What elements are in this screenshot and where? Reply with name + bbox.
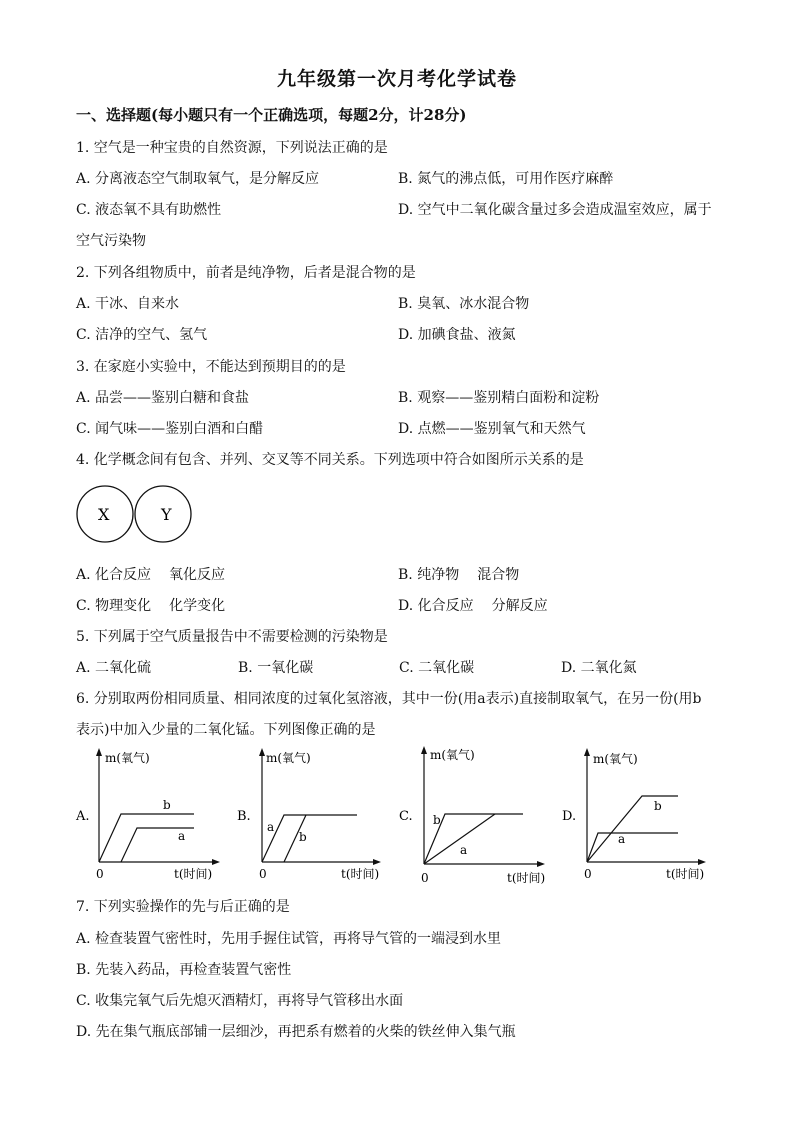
q3-stem: 3. 在家庭小实验中，不能达到预期目的的是 bbox=[76, 359, 346, 375]
q4-option-c-first: C. 物理变化 bbox=[76, 598, 152, 614]
q4-option-a-second: 氧化反应 bbox=[169, 567, 226, 583]
q4-option-b bbox=[398, 564, 519, 584]
q4-option-b-first: B. 纯净物 bbox=[398, 567, 460, 583]
q1-option-c: C. 液态氧不具有助燃性 bbox=[76, 202, 222, 218]
q4-option-a-first: A. 化合反应 bbox=[76, 567, 152, 583]
graph-b-curve-a bbox=[262, 815, 357, 862]
section-heading: 一、选择题(每小题只有一个正确选项，每题2分，计28分) bbox=[76, 106, 467, 124]
q6-graph-d bbox=[560, 744, 730, 886]
graph-d-y-arrow bbox=[584, 748, 590, 756]
q4-option-c bbox=[76, 595, 225, 615]
q3-option-c: C. 闻气味——鉴别白酒和白醋 bbox=[76, 421, 264, 437]
q1-option-b: B. 氮气的沸点低，可用作医疗麻醉 bbox=[398, 171, 614, 187]
q4-stem: 4. 化学概念间有包含、并列、交叉等不同关系。下列选项中符合如图所示关系的是 bbox=[76, 452, 584, 468]
graph-c-y-arrow bbox=[421, 746, 427, 754]
q3-option-b: B. 观察——鉴别精白面粉和淀粉 bbox=[398, 390, 600, 406]
q6-stem-line2: 表示)中加入少量的二氧化锰。下列图像正确的是 bbox=[76, 722, 376, 738]
graph-d-x-arrow bbox=[698, 859, 706, 865]
q7-option-a: A. 检查装置气密性时，先用手握住试管，再将导气管的一端浸到水里 bbox=[76, 931, 502, 947]
graph-b-series-a: a bbox=[267, 820, 275, 834]
graph-a-series-b: b bbox=[163, 798, 171, 812]
q2-option-d: D. 加碘食盐、液氮 bbox=[398, 327, 516, 343]
graph-d-xlabel: t(时间) bbox=[666, 867, 705, 881]
q5-option-b: B. 一氧化碳 bbox=[238, 660, 314, 676]
graph-d-origin: 0 bbox=[584, 867, 592, 881]
q7-stem: 7. 下列实验操作的先与后正确的是 bbox=[76, 899, 290, 915]
q2-option-c: C. 洁净的空气、氢气 bbox=[76, 327, 208, 343]
graph-a-label: A. bbox=[76, 809, 90, 824]
q1-option-d-cont: 空气污染物 bbox=[76, 233, 146, 249]
graph-a-y-arrow bbox=[96, 748, 102, 756]
graph-c-origin: 0 bbox=[421, 871, 429, 885]
graph-b-y-arrow bbox=[259, 748, 265, 756]
q3-option-d: D. 点燃——鉴别氧气和天然气 bbox=[398, 421, 586, 437]
venn-label-y: Y bbox=[161, 505, 172, 524]
graph-a-ylabel: m(氧气) bbox=[105, 751, 150, 765]
graph-c-xlabel: t(时间) bbox=[507, 871, 546, 885]
q1-option-d: D. 空气中二氧化碳含量过多会造成温室效应，属于 bbox=[398, 202, 712, 218]
graph-d-ylabel: m(氧气) bbox=[593, 752, 638, 766]
graph-a-xlabel: t(时间) bbox=[174, 867, 213, 881]
graph-d-curve-a bbox=[587, 833, 678, 862]
graph-a-x-arrow bbox=[212, 859, 220, 865]
q7-option-d: D. 先在集气瓶底部铺一层细沙，再把系有燃着的火柴的铁丝伸入集气瓶 bbox=[76, 1024, 516, 1040]
q2-option-a: A. 干冰、自来水 bbox=[76, 296, 180, 312]
q6-stem-line1: 6. 分别取两份相同质量、相同浓度的过氧化氢溶液，其中一份(用a表示)直接制取氧气，在另一份(用b bbox=[76, 691, 702, 707]
q6-graph-b bbox=[235, 744, 395, 886]
q4-option-b-second: 混合物 bbox=[477, 567, 520, 583]
q4-option-a bbox=[76, 564, 225, 584]
q7-option-c: C. 收集完氧气后先熄灭酒精灯，再将导气管移出水面 bbox=[76, 993, 404, 1009]
graph-c-series-b: b bbox=[433, 813, 441, 827]
graph-d-curve-b bbox=[587, 796, 678, 862]
q2-stem: 2. 下列各组物质中，前者是纯净物，后者是混合物的是 bbox=[76, 265, 416, 281]
q4-option-d-first: D. 化合反应 bbox=[398, 598, 474, 614]
q6-graph-c bbox=[397, 740, 557, 886]
graph-c-label: C. bbox=[399, 809, 413, 824]
q5-option-d: D. 二氧化氮 bbox=[561, 660, 637, 676]
q4-option-d-second: 分解反应 bbox=[491, 598, 548, 614]
graph-b-series-b: b bbox=[299, 830, 307, 844]
graph-b-ylabel: m(氧气) bbox=[266, 751, 311, 765]
graph-b-label: B. bbox=[237, 809, 251, 824]
graph-a-series-a: a bbox=[178, 829, 186, 843]
graph-c-ylabel: m(氧气) bbox=[430, 748, 475, 762]
q5-option-c: C. 二氧化碳 bbox=[399, 660, 475, 676]
q1-option-a: A. 分离液态空气制取氧气，是分解反应 bbox=[76, 171, 320, 187]
page-title: 九年级第一次月考化学试卷 bbox=[276, 68, 517, 90]
q7-option-b: B. 先装入药品，再检查装置气密性 bbox=[76, 962, 292, 978]
q2-option-b: B. 臭氧、冰水混合物 bbox=[398, 296, 530, 312]
q5-option-a: A. 二氧化硫 bbox=[76, 660, 152, 676]
q4-option-d bbox=[398, 595, 548, 615]
graph-c-x-arrow bbox=[537, 861, 545, 867]
graph-b-origin: 0 bbox=[259, 867, 267, 881]
graph-c-series-a: a bbox=[460, 843, 468, 857]
venn-diagram bbox=[74, 474, 198, 554]
q3-option-a: A. 品尝——鉴别白糖和食盐 bbox=[76, 390, 250, 406]
graph-b-x-arrow bbox=[373, 859, 381, 865]
q6-graph-a bbox=[74, 744, 234, 886]
graph-d-series-b: b bbox=[654, 799, 662, 813]
graph-b-xlabel: t(时间) bbox=[341, 867, 380, 881]
graph-d-series-a: a bbox=[618, 832, 626, 846]
graph-d-label: D. bbox=[562, 809, 577, 824]
q4-option-c-second: 化学变化 bbox=[169, 598, 226, 614]
graph-a-origin: 0 bbox=[96, 867, 104, 881]
venn-label-x: X bbox=[98, 505, 110, 524]
q5-stem: 5. 下列属于空气质量报告中不需要检测的污染物是 bbox=[76, 629, 388, 645]
q1-stem: 1. 空气是一种宝贵的自然资源，下列说法正确的是 bbox=[76, 140, 388, 156]
